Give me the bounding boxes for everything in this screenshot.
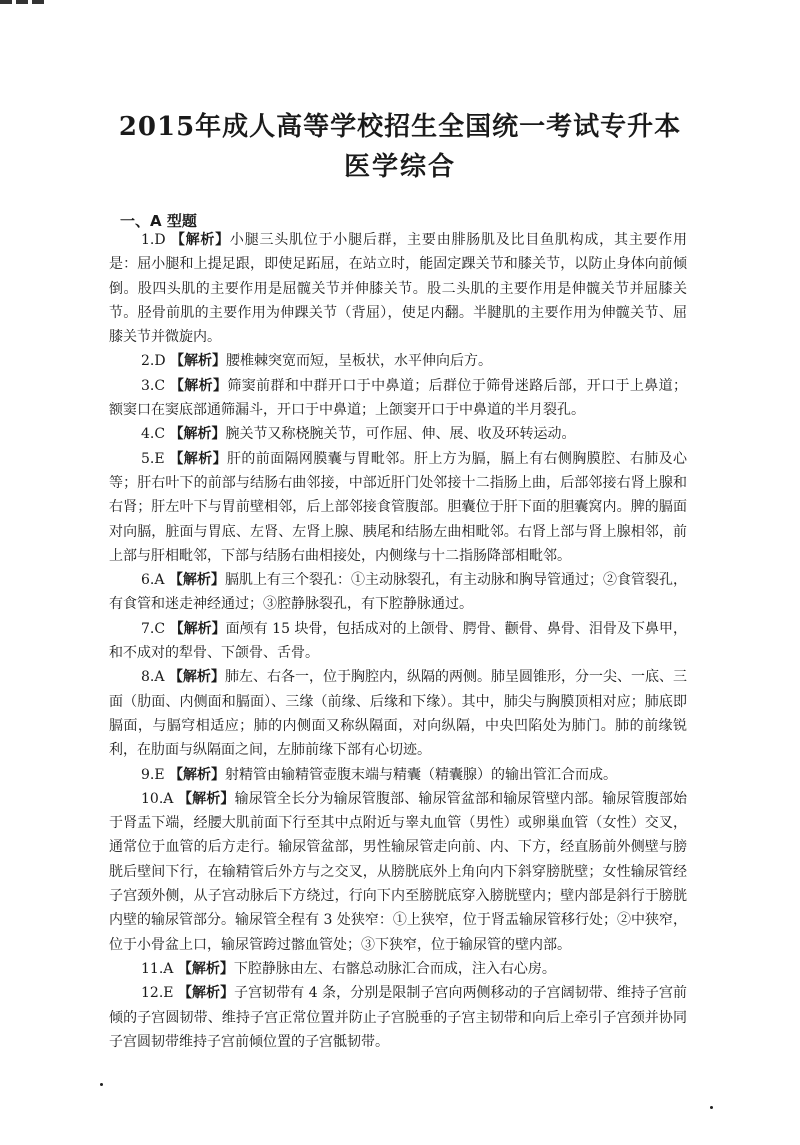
analysis-text: 面颅有 15 块骨，包括成对的上颌骨、腭骨、颧骨、鼻骨、泪骨及下鼻甲，和不成对的犁骨、下颌骨、舌骨。 bbox=[109, 620, 688, 662]
scan-speck bbox=[100, 1083, 103, 1086]
analysis-text: 子宫韧带有 4 条，分别是限制子宫向两侧移动的子宫阔韧带、维持子宫前倾的子宫圆韧带、维持子宫正常位置并防止子宫脱垂的子宫主韧带和向后上牵引子宫颈并协同子宫圆韧带维持子宫前倾位置的子宫骶韧带。 bbox=[109, 985, 687, 1050]
analysis-tag: 【解析】 bbox=[169, 766, 226, 783]
answer-list bbox=[109, 228, 687, 1054]
answer-item bbox=[109, 787, 687, 957]
answer-number: 4.C bbox=[141, 426, 166, 443]
answer-item bbox=[109, 957, 687, 981]
analysis-tag: 【解析】 bbox=[169, 620, 226, 637]
answer-number: 3.C bbox=[141, 377, 166, 394]
document-title: 2015年成人高等学校招生全国统一考试专升本 bbox=[118, 112, 682, 142]
analysis-text: 膈肌上有三个裂孔：①主动脉裂孔，有主动脉和胸导管通过；②食管裂孔，有食管和迷走神经通过；③腔静脉裂孔，有下腔静脉通过。 bbox=[109, 572, 688, 613]
analysis-tag: 【解析】 bbox=[169, 377, 228, 394]
analysis-tag: 【解析】 bbox=[168, 572, 225, 589]
page-corner-mark bbox=[0, 0, 44, 4]
answer-number: 8.A bbox=[141, 669, 165, 686]
analysis-text: 筛窦前群和中群开口于中鼻道；后群位于筛骨迷路后部，开口于上鼻道；额窦口在窦底部通筛漏斗，开口于中鼻道；上颌窦开口于中鼻道的半月裂孔。 bbox=[109, 377, 688, 419]
answer-item bbox=[109, 665, 687, 762]
analysis-tag: 【解析】 bbox=[177, 790, 235, 807]
analysis-text: 射精管由输精管壶腹末端与精囊（精囊腺）的输出管汇合而成。 bbox=[225, 766, 618, 783]
answer-item bbox=[109, 349, 687, 373]
answer-item bbox=[109, 422, 687, 446]
analysis-text: 肝的前面隔网膜囊与胃毗邻。肝上方为膈，膈上有右侧胸膜腔、右肺及心等；肝右叶下的前部与结肠右曲邻接，中部近肝门处邻接十二指肠上曲，后部邻接右肾上腺和右肾；肝左叶下与胃前壁相邻，后上部邻接食管腹部。胆囊位于肝下面的胆囊窝内。脾的膈面对向膈，脏面与胃底、左肾、左肾上腺、胰尾和结肠左曲相毗邻。右肾上部与肾上腺相邻，前上部与肝相毗邻，下部与结肠右曲相接处，内侧缘与十二指肠降部相毗邻。 bbox=[109, 450, 688, 564]
analysis-tag: 【解析】 bbox=[177, 985, 235, 1002]
analysis-tag: 【解析】 bbox=[170, 353, 227, 370]
answer-number: 7.C bbox=[141, 620, 166, 637]
analysis-text: 输尿管全长分为输尿管腹部、输尿管盆部和输尿管壁内部。输尿管腹部始于肾盂下端，经腰大肌前面下行至其中点附近与睾丸血管（男性）或卵巢血管（女性）交叉，通常位于血管的后方走行。输尿管盆部，男性输尿管走向前、内、下方，经直肠前外侧壁与膀胱后壁间下行，在输精管后外方与之交叉，从膀胱底外上角向内下斜穿膀胱壁；女性输尿管经子宫颈外侧，从子宫动脉后下方绕过，行向下内至膀胱底穿入膀胱壁内；壁内部是斜行于膀胱内壁的输尿管部分。输尿管全程有 3 处狭窄：①上狭窄，位于肾盂输尿管移行处；②中狭窄，位于小骨盆上口，输尿管跨过髂血管处；③下狭窄，位于输尿管的壁内部。 bbox=[109, 790, 688, 953]
answer-number: 9.E bbox=[141, 766, 165, 783]
section-heading: 一、A 型题 bbox=[120, 212, 197, 230]
analysis-text: 肺左、右各一，位于胸腔内，纵隔的两侧。肺呈圆锥形，分一尖、一底、三面（肋面、内侧面和膈面）、三缘（前缘、后缘和下缘）。其中，肺尖与胸膜顶相对应；肺底即膈面，与膈穹相适应；肺的内侧面又称纵隔面，对向纵隔，中央凹陷处为肺门。肺的前缘锐利，在肋面与纵隔面之间，左肺前缘下部有心切迹。 bbox=[109, 669, 688, 759]
answer-number: 12.E bbox=[141, 985, 174, 1002]
analysis-tag: 【解析】 bbox=[169, 450, 227, 467]
answer-number: 11.A bbox=[141, 960, 174, 977]
answer-number: 1.D bbox=[141, 232, 166, 248]
answer-number: 2.D bbox=[141, 353, 166, 370]
analysis-text: 小腿三头肌位于小腿后群，主要由腓肠肌及比目鱼肌构成，其主要作用是：屈小腿和上提足跟，即使足跖屈，在站立时，能固定踝关节和膝关节，以防止身体向前倾倒。股四头肌的主要作用是屈髋关节并伸膝关节。股二头肌的主要作用是伸髋关节并屈膝关节。胫骨前肌的主要作用为伸踝关节（背屈），使足内翻。半腱肌的主要作用为伸髋关节、屈膝关节并微旋内。 bbox=[109, 232, 688, 346]
analysis-tag: 【解析】 bbox=[170, 232, 230, 248]
analysis-text: 腰椎棘突宽而短，呈板状，水平伸向后方。 bbox=[226, 353, 493, 370]
answer-item bbox=[109, 981, 687, 1054]
answer-item bbox=[109, 763, 687, 787]
answer-number: 10.A bbox=[141, 790, 174, 807]
answer-item bbox=[109, 228, 687, 349]
analysis-text: 下腔静脉由左、右髂总动脉汇合而成，注入右心房。 bbox=[233, 960, 556, 977]
analysis-tag: 【解析】 bbox=[169, 426, 226, 443]
answer-item bbox=[109, 447, 687, 568]
answer-item bbox=[109, 374, 687, 423]
analysis-tag: 【解析】 bbox=[168, 669, 225, 686]
analysis-text: 腕关节又称桡腕关节，可作屈、伸、展、收及环转运动。 bbox=[225, 426, 576, 443]
answer-number: 6.A bbox=[141, 572, 165, 589]
answer-item bbox=[109, 568, 687, 617]
document-subtitle: 医学综合 bbox=[343, 152, 456, 182]
answer-number: 5.E bbox=[141, 450, 165, 467]
answer-item bbox=[109, 617, 687, 666]
scan-speck bbox=[710, 1106, 713, 1109]
analysis-tag: 【解析】 bbox=[177, 960, 234, 977]
